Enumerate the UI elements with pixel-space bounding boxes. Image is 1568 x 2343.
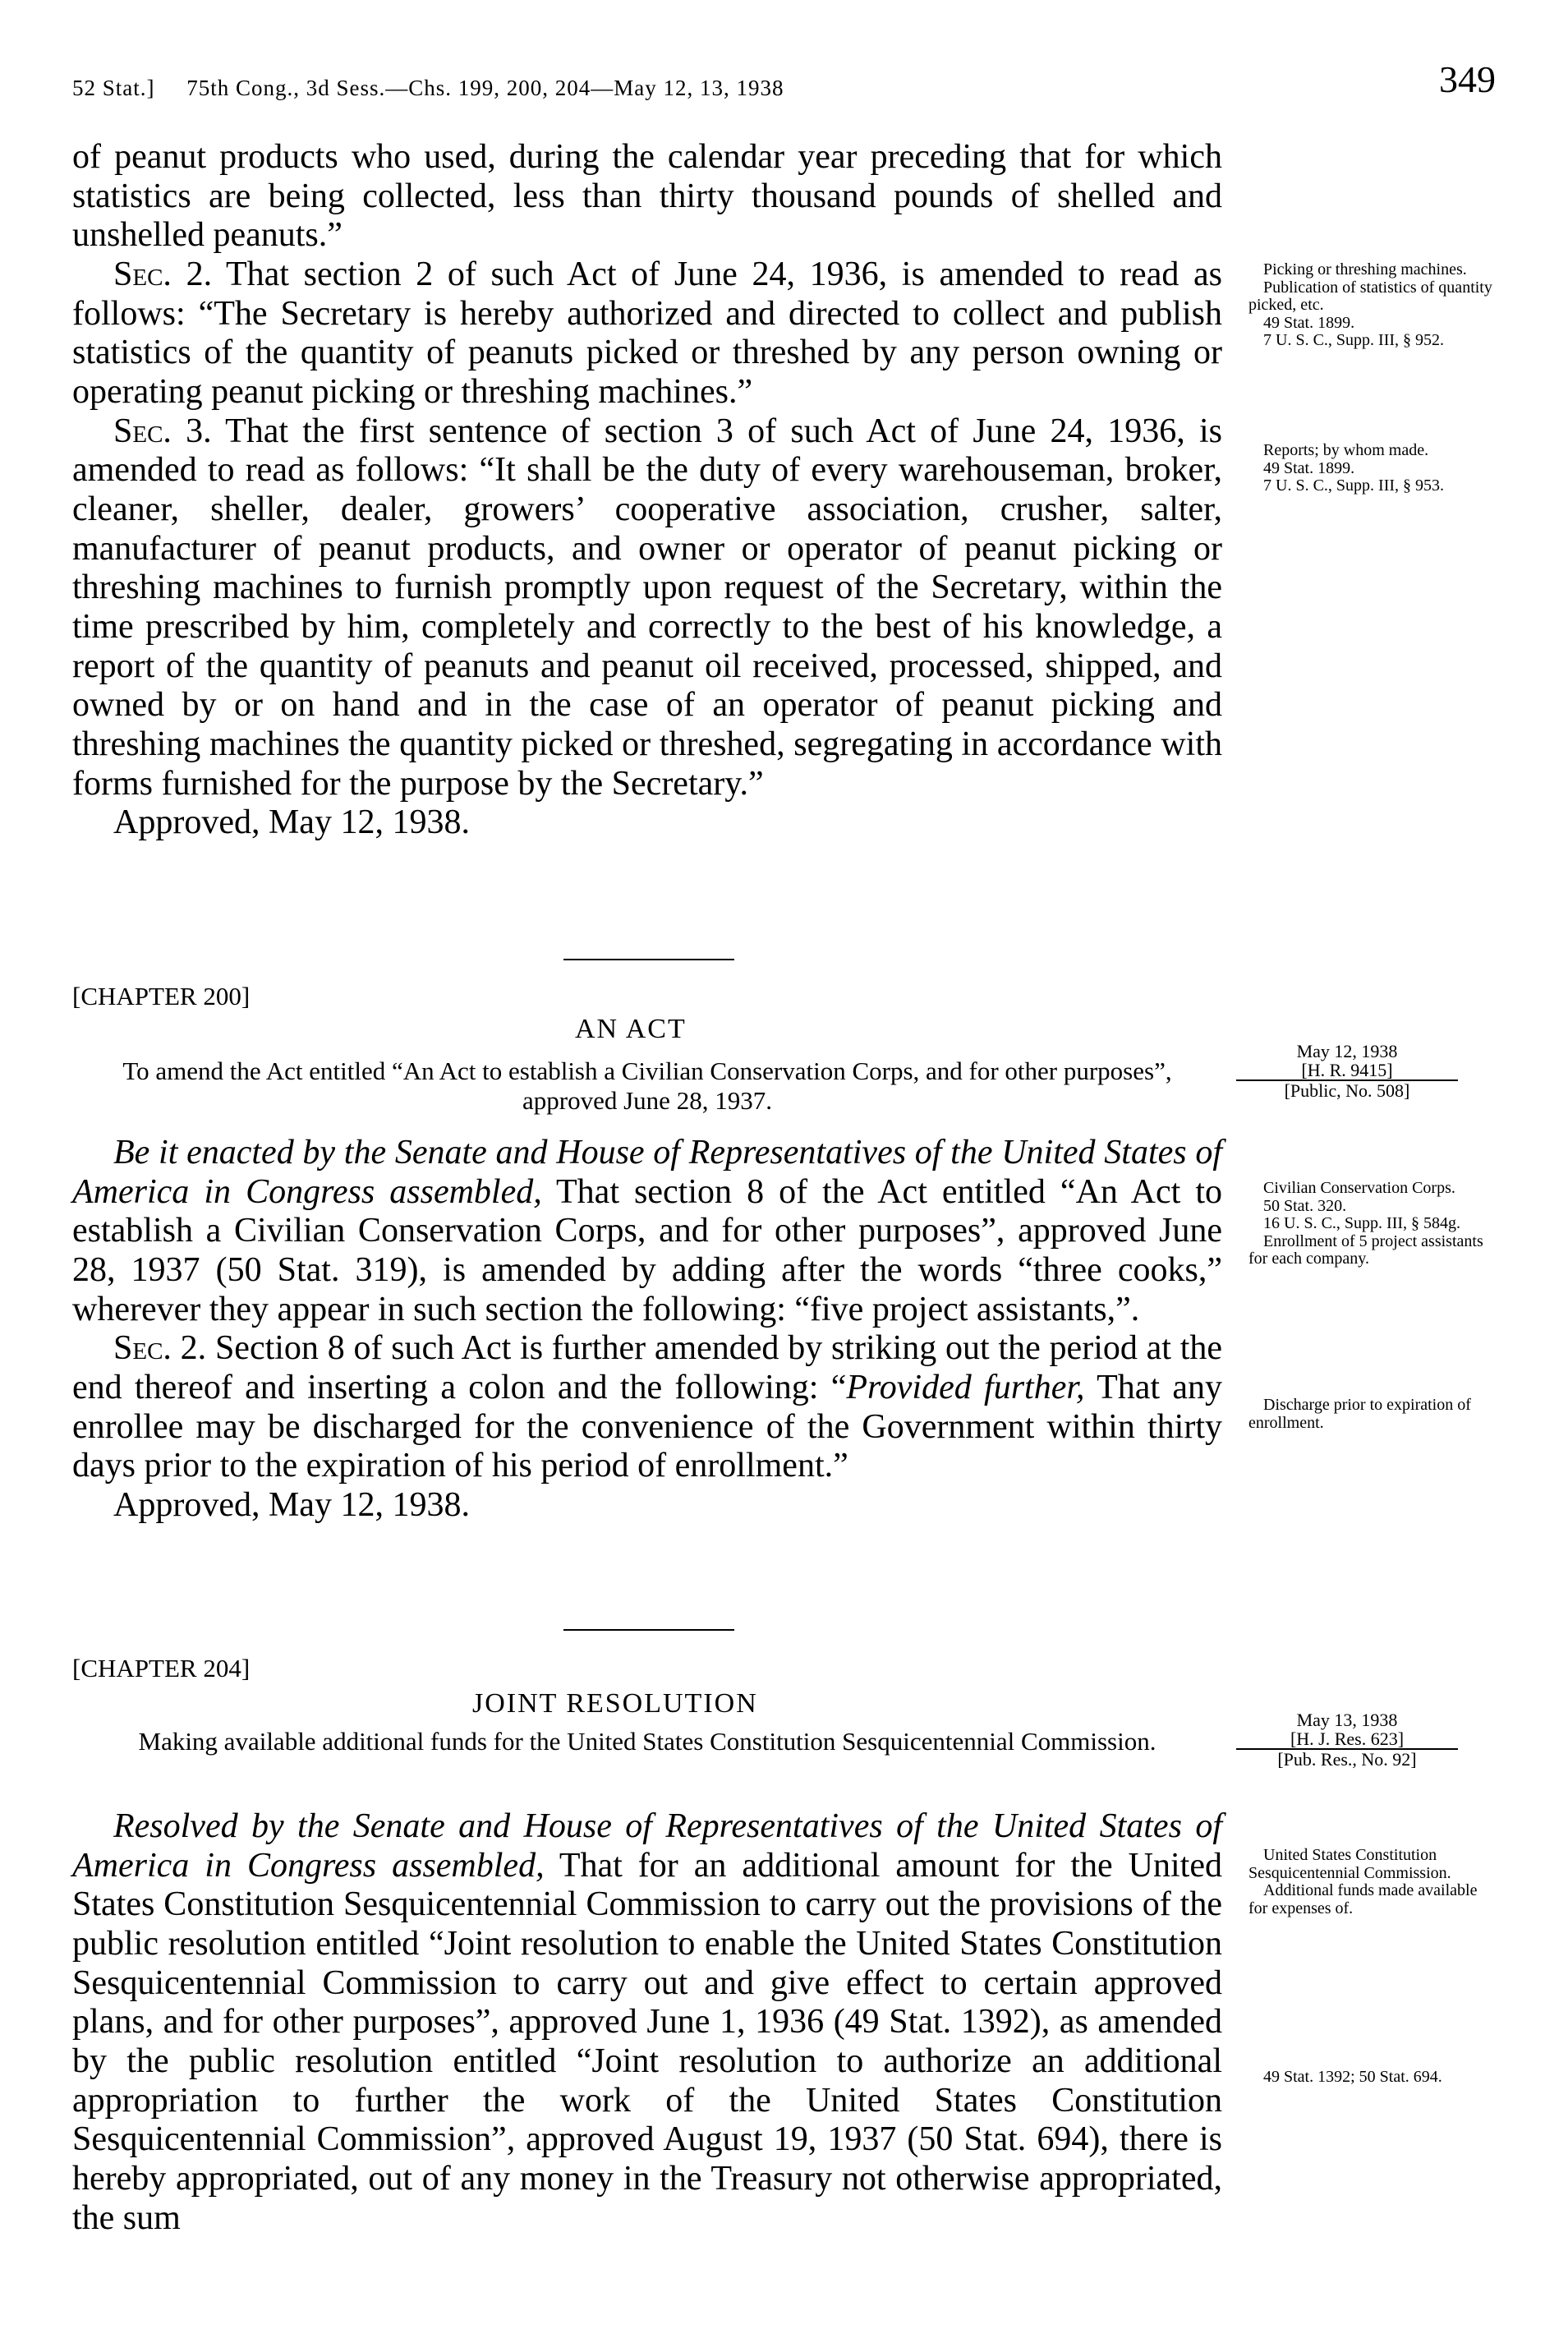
proviso: Provided further, xyxy=(846,1368,1085,1406)
margin-citation: 16 U. S. C., Supp. III, § 584g. xyxy=(1263,1214,1461,1233)
section-text: That section 2 of such Act of June 24, 1936, is amended to read as follows: “The Secretary is hereby authorized and directed to collect and publish statistics of the quantity of peanuts picked or threshed by any person owning or operating peanut picking or threshing machines.” xyxy=(72,255,1222,411)
section-text: That the first sentence of section 3 of such Act of June 24, 1936, is amended to read as follows: “It shall be the duty of every warehouseman, broker, cleaner, sheller, dealer, growers’ cooperative association, crusher, salter, manufacturer of peanut products, and owner or operator of peanut picking or threshing machines to furnish promptly upon request of the Secretary, within the time prescribed by him, completely and correctly to the best of his knowledge, a report of the quantity of peanuts and peanut oil received, processed, shipped, and owned by or on hand and in the case of an operator of peanut picking and threshing machines the quantity picked or threshed, segregating in accordance with forms furnished for the purpose by the Secretary.” xyxy=(72,412,1222,803)
chapter-200-type: AN ACT xyxy=(575,1014,687,1044)
margin-heading: Picking or threshing machines. xyxy=(1263,260,1467,278)
chapter-204-label: [CHAPTER 204] xyxy=(72,1654,251,1682)
chapter-204-dateblock xyxy=(1236,1710,1458,1769)
law-number: [Public, No. 508] xyxy=(1236,1079,1458,1100)
margin-citation: 49 Stat. 1899. xyxy=(1263,313,1355,332)
section-divider xyxy=(563,1629,734,1631)
chapter-199-text xyxy=(72,138,1222,843)
section-divider xyxy=(563,959,734,960)
section-text: Section 8 of such Act is further amended by striking out the period at the end thereof and inserting a colon and the following: “ xyxy=(72,1329,1223,1406)
enacting-clause: Be it enacted by the Senate and House of Representatives of the United States of America in Congress assembled, xyxy=(72,1134,1222,1211)
ch200-section-1 xyxy=(72,1134,1222,1329)
margin-heading: Enrollment of 5 project assistants for each company. xyxy=(1248,1231,1483,1268)
approval-date: May 12, 1938 xyxy=(1296,1041,1398,1061)
margin-notes-ch204 xyxy=(1248,1847,1495,1917)
chapter-204-text xyxy=(72,1807,1222,2238)
margin-heading: Additional funds made available for expenses of. xyxy=(1248,1881,1478,1917)
resolution-text: That for an additional amount for the United States Constitution Sesquicentennial Commission to carry out the provisions of the public resolution entitled “Joint resolution to enable the United States Constitution Sesquicentennial Commission to carry out and give effect to certain approved plans, and for other purposes”, approved June 1, 1936 (49 Stat. 1392), as amended by the public resolution entitled “Joint resolution to authorize an additional appropriation to further the work of the United States Constitution Sesquicentennial Commission”, approved August 19, 1937 (50 Stat. 694), there is hereby appropriated, out of any money in the Treasury not otherwise appropriated, the sum xyxy=(72,1846,1222,2237)
ch200-section-2 xyxy=(72,1329,1222,1486)
running-header xyxy=(72,58,1496,107)
resolving-clause: Resolved by the Senate and House of Representatives of the United States of America in Congress assembled, xyxy=(72,1807,1222,1885)
chapter-204-purpose: Making available additional funds for the United States Constitution Sesquicentennial Commission. xyxy=(138,1727,1156,1756)
bill-number: [H. J. Res. 623] xyxy=(1290,1728,1405,1750)
margin-notes-ch200 xyxy=(1248,1180,1495,1268)
section-text: That any enrollee may be discharged for the convenience of the Government within thirty days prior to the expiration of his period of enrollment.” xyxy=(72,1368,1222,1485)
page-number: 349 xyxy=(1439,58,1496,100)
margin-citation: 50 Stat. 320. xyxy=(1263,1196,1347,1215)
chapter-200-label: [CHAPTER 200] xyxy=(72,982,251,1010)
section-text: That section 8 of the Act entitled “An Act to establish a Civilian Conservation Corps, and for other purposes”, approved June 28, 1937 (50 Stat. 319), is amended by adding after the words “three cooks,” wherever they appear in such section the following: “five project assistants,”. xyxy=(72,1172,1223,1328)
chapter-204-type: JOINT RESOLUTION xyxy=(472,1688,758,1719)
margin-heading: Civilian Conservation Corps. xyxy=(1263,1179,1455,1197)
margin-notes-ch199-sec3 xyxy=(1248,442,1495,495)
margin-heading: Publication of statistics of quantity picked, etc. xyxy=(1248,278,1492,315)
margin-citation: 49 Stat. 1392; 50 Stat. 694. xyxy=(1263,2068,1442,2086)
margin-citation: 7 U. S. C., Supp. III, § 953. xyxy=(1263,476,1445,495)
section-label: Sec. 2. xyxy=(113,1329,207,1368)
margin-notes-ch200-sec2 xyxy=(1248,1397,1495,1432)
ch200-approved: Approved, May 12, 1938. xyxy=(113,1485,470,1524)
section-label: Sec. 2. xyxy=(113,255,213,293)
margin-heading: Reports; by whom made. xyxy=(1263,441,1429,459)
section-label: Sec. 3. xyxy=(113,412,212,450)
margin-citation: 7 U. S. C., Supp. III, § 952. xyxy=(1263,331,1445,350)
margin-notes-ch204-citation xyxy=(1248,2069,1495,2087)
ch204-resolution xyxy=(72,1807,1222,2238)
ch199-section-3 xyxy=(72,412,1222,804)
chapter-200-dateblock xyxy=(1236,1042,1458,1100)
margin-citation: 49 Stat. 1899. xyxy=(1263,458,1355,477)
ch199-approved: Approved, May 12, 1938. xyxy=(113,803,470,842)
margin-notes-ch199 xyxy=(1248,261,1495,350)
chapter-200-purpose: To amend the Act entitled “An Act to establish a Civilian Conservation Corps, and for other purposes”, approved June 28, 1937. xyxy=(122,1056,1172,1115)
ch199-section-2 xyxy=(72,255,1222,412)
bill-number: [H. R. 9415] xyxy=(1301,1060,1393,1081)
margin-heading: United States Constitution Sesquicentennial Commission. xyxy=(1248,1846,1451,1882)
header-citation: 52 Stat.] 75th Cong., 3d Sess.—Chs. 199, 200, 204—May 12, 13, 1938 xyxy=(72,76,784,100)
ch199-paragraph-1: of peanut products who used, during the calendar year preceding that for which statistics are being collected, less than thirty thousand pounds of shelled and unshelled peanuts.” xyxy=(72,138,1222,255)
law-number: [Pub. Res., No. 92] xyxy=(1236,1748,1458,1769)
approval-date: May 13, 1938 xyxy=(1296,1710,1398,1730)
margin-heading: Discharge prior to expiration of enrollment. xyxy=(1248,1396,1471,1432)
chapter-200-text xyxy=(72,1134,1222,1526)
